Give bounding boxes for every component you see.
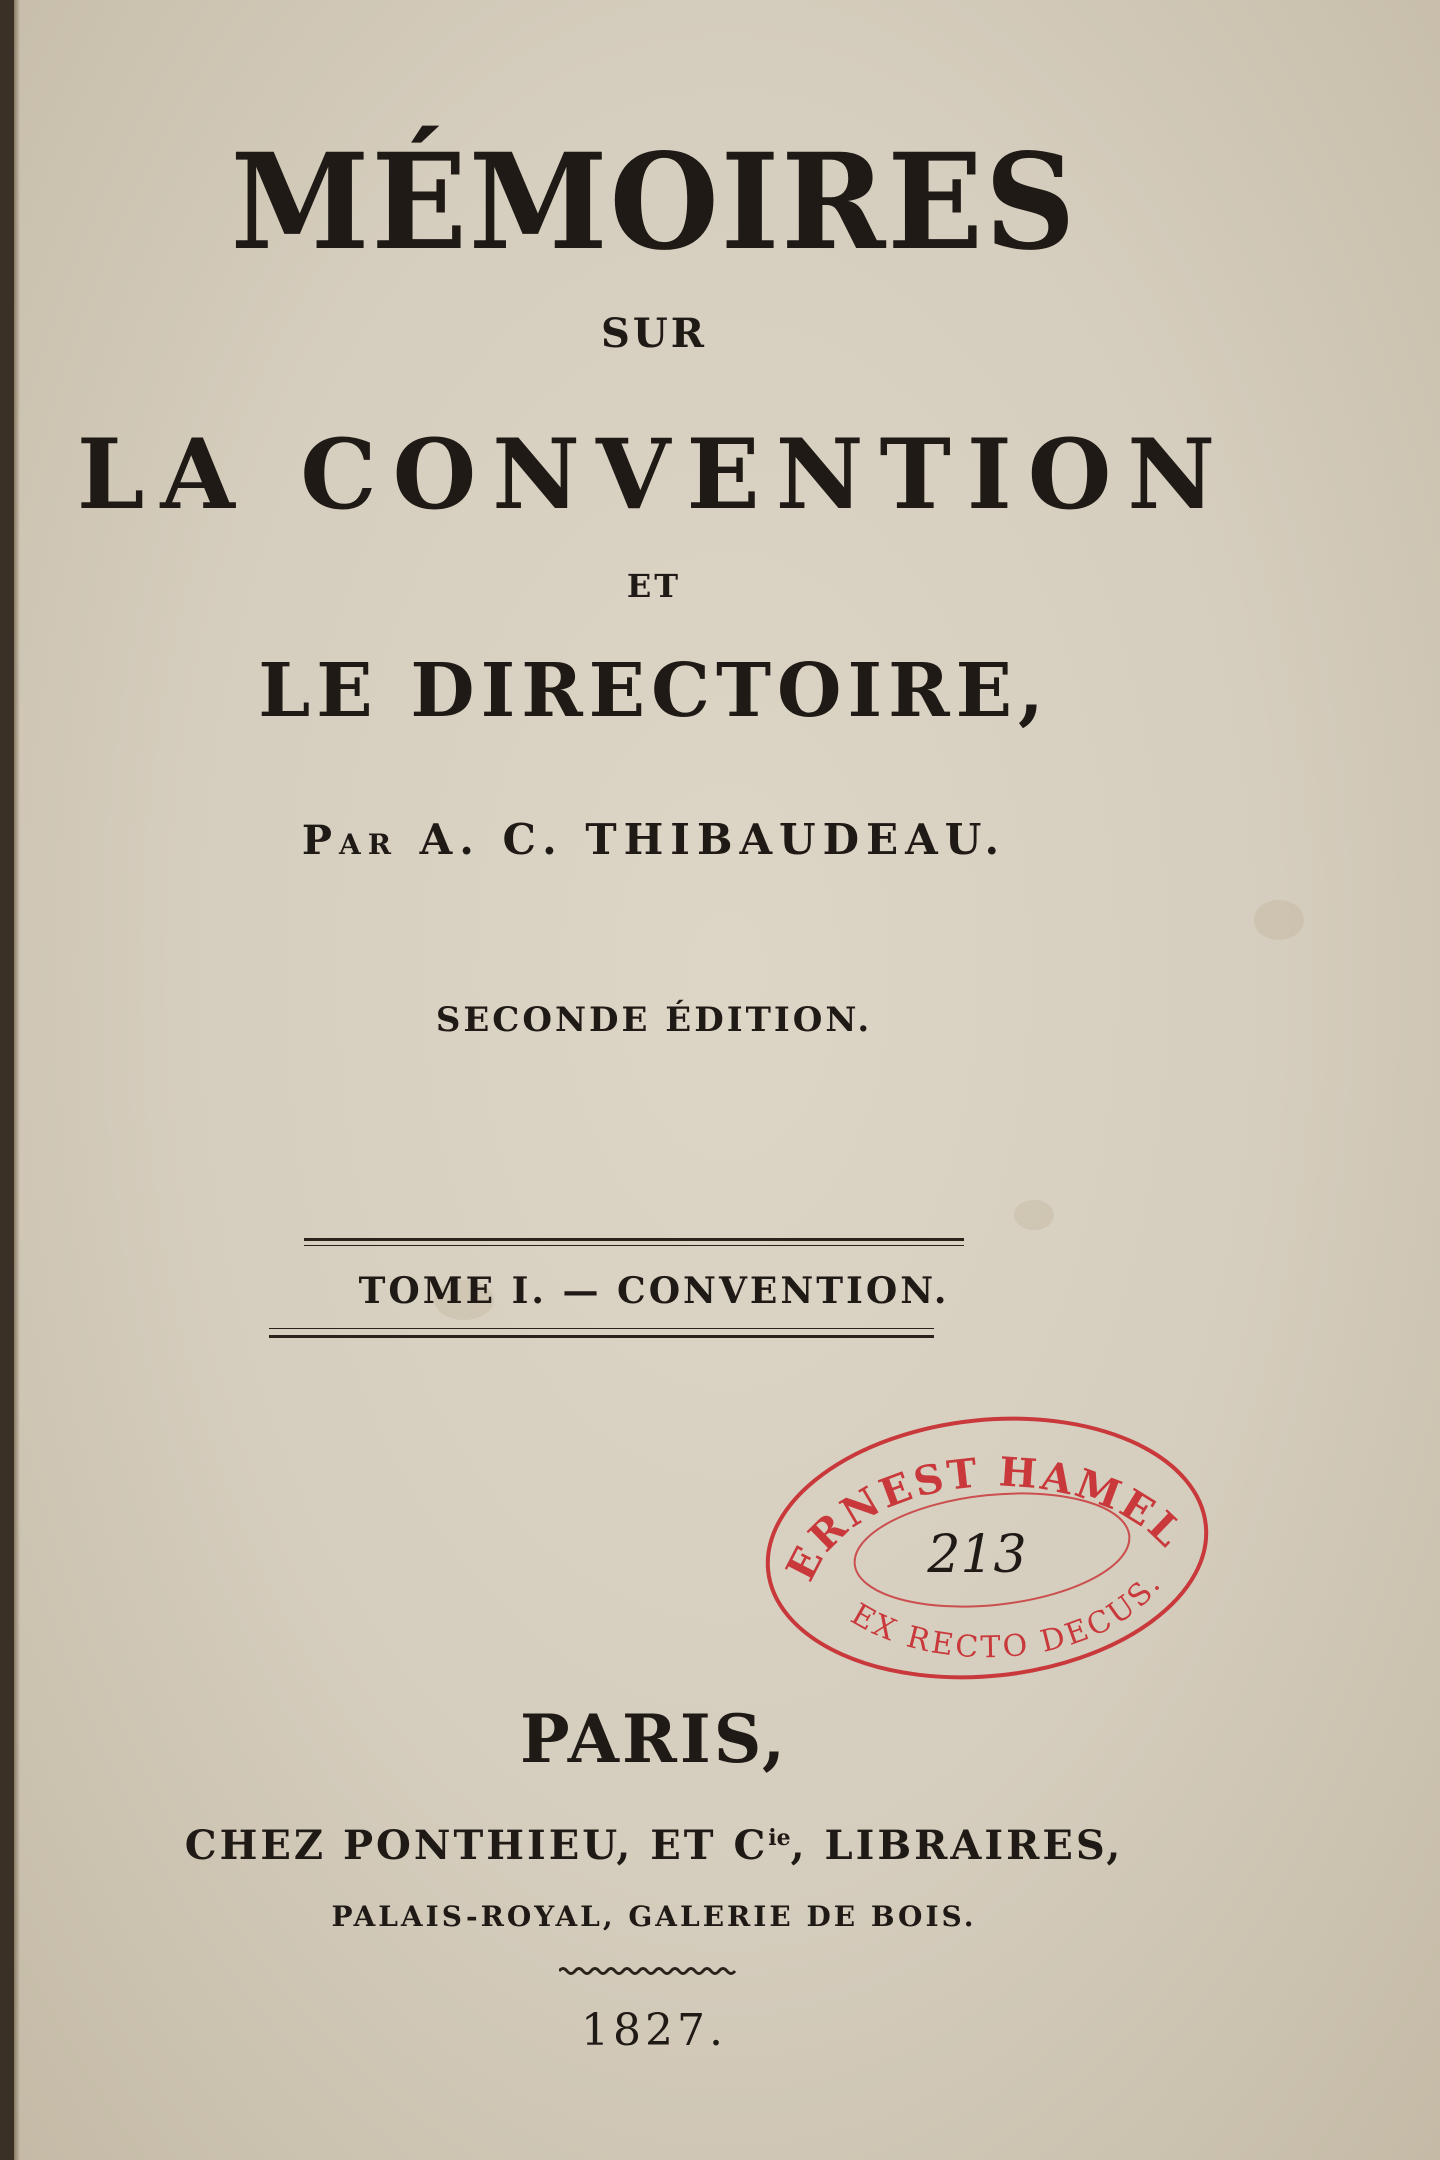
top-rule-thick [304,1238,964,1241]
title-preposition: SUR [600,310,707,357]
edition-line: SECONDE ÉDITION. [435,1000,873,1040]
author-prefix-rest: AR [338,828,398,861]
top-rule-thin [304,1245,964,1246]
book-title: MÉMOIRES [230,125,1078,280]
publisher-sup: ie [768,1825,791,1851]
stamp-motto: EX RECTO DECUS. [844,1566,1170,1666]
bottom-rule-thin [269,1328,934,1329]
author-name: A. C. THIBAUDEAU. [419,815,1007,864]
subject-directoire: LE DIRECTOIRE, [258,648,1050,734]
publisher-end: , LIBRAIRES, [790,1822,1124,1869]
shelf-number: 213 [927,1525,1027,1585]
volume-line: TOME I. — CONVENTION. [358,1270,950,1312]
library-stamp [747,1400,1227,1690]
subject-convention: LA CONVENTION [76,418,1232,531]
publisher-address: PALAIS-ROYAL, GALERIE DE BOIS. [331,1900,977,1933]
publisher-line [14,1822,1294,1869]
author-prefix: PAR [301,817,398,864]
stamp-owner: ERNEST HAMEL [777,1448,1194,1589]
title-conjunction: ET [626,567,682,605]
publisher-start: CHEZ PONTHIEU, ET C [184,1822,769,1869]
paper-stain [1014,1200,1054,1230]
title-page [14,0,1440,2160]
paper-stain [1254,900,1304,940]
bottom-rule-thick [269,1335,934,1338]
ornament-flourish [559,1966,739,1976]
imprint-city: PARIS, [519,1700,789,1778]
publication-year: 1827. [581,2005,727,2056]
author-line [14,815,1294,864]
